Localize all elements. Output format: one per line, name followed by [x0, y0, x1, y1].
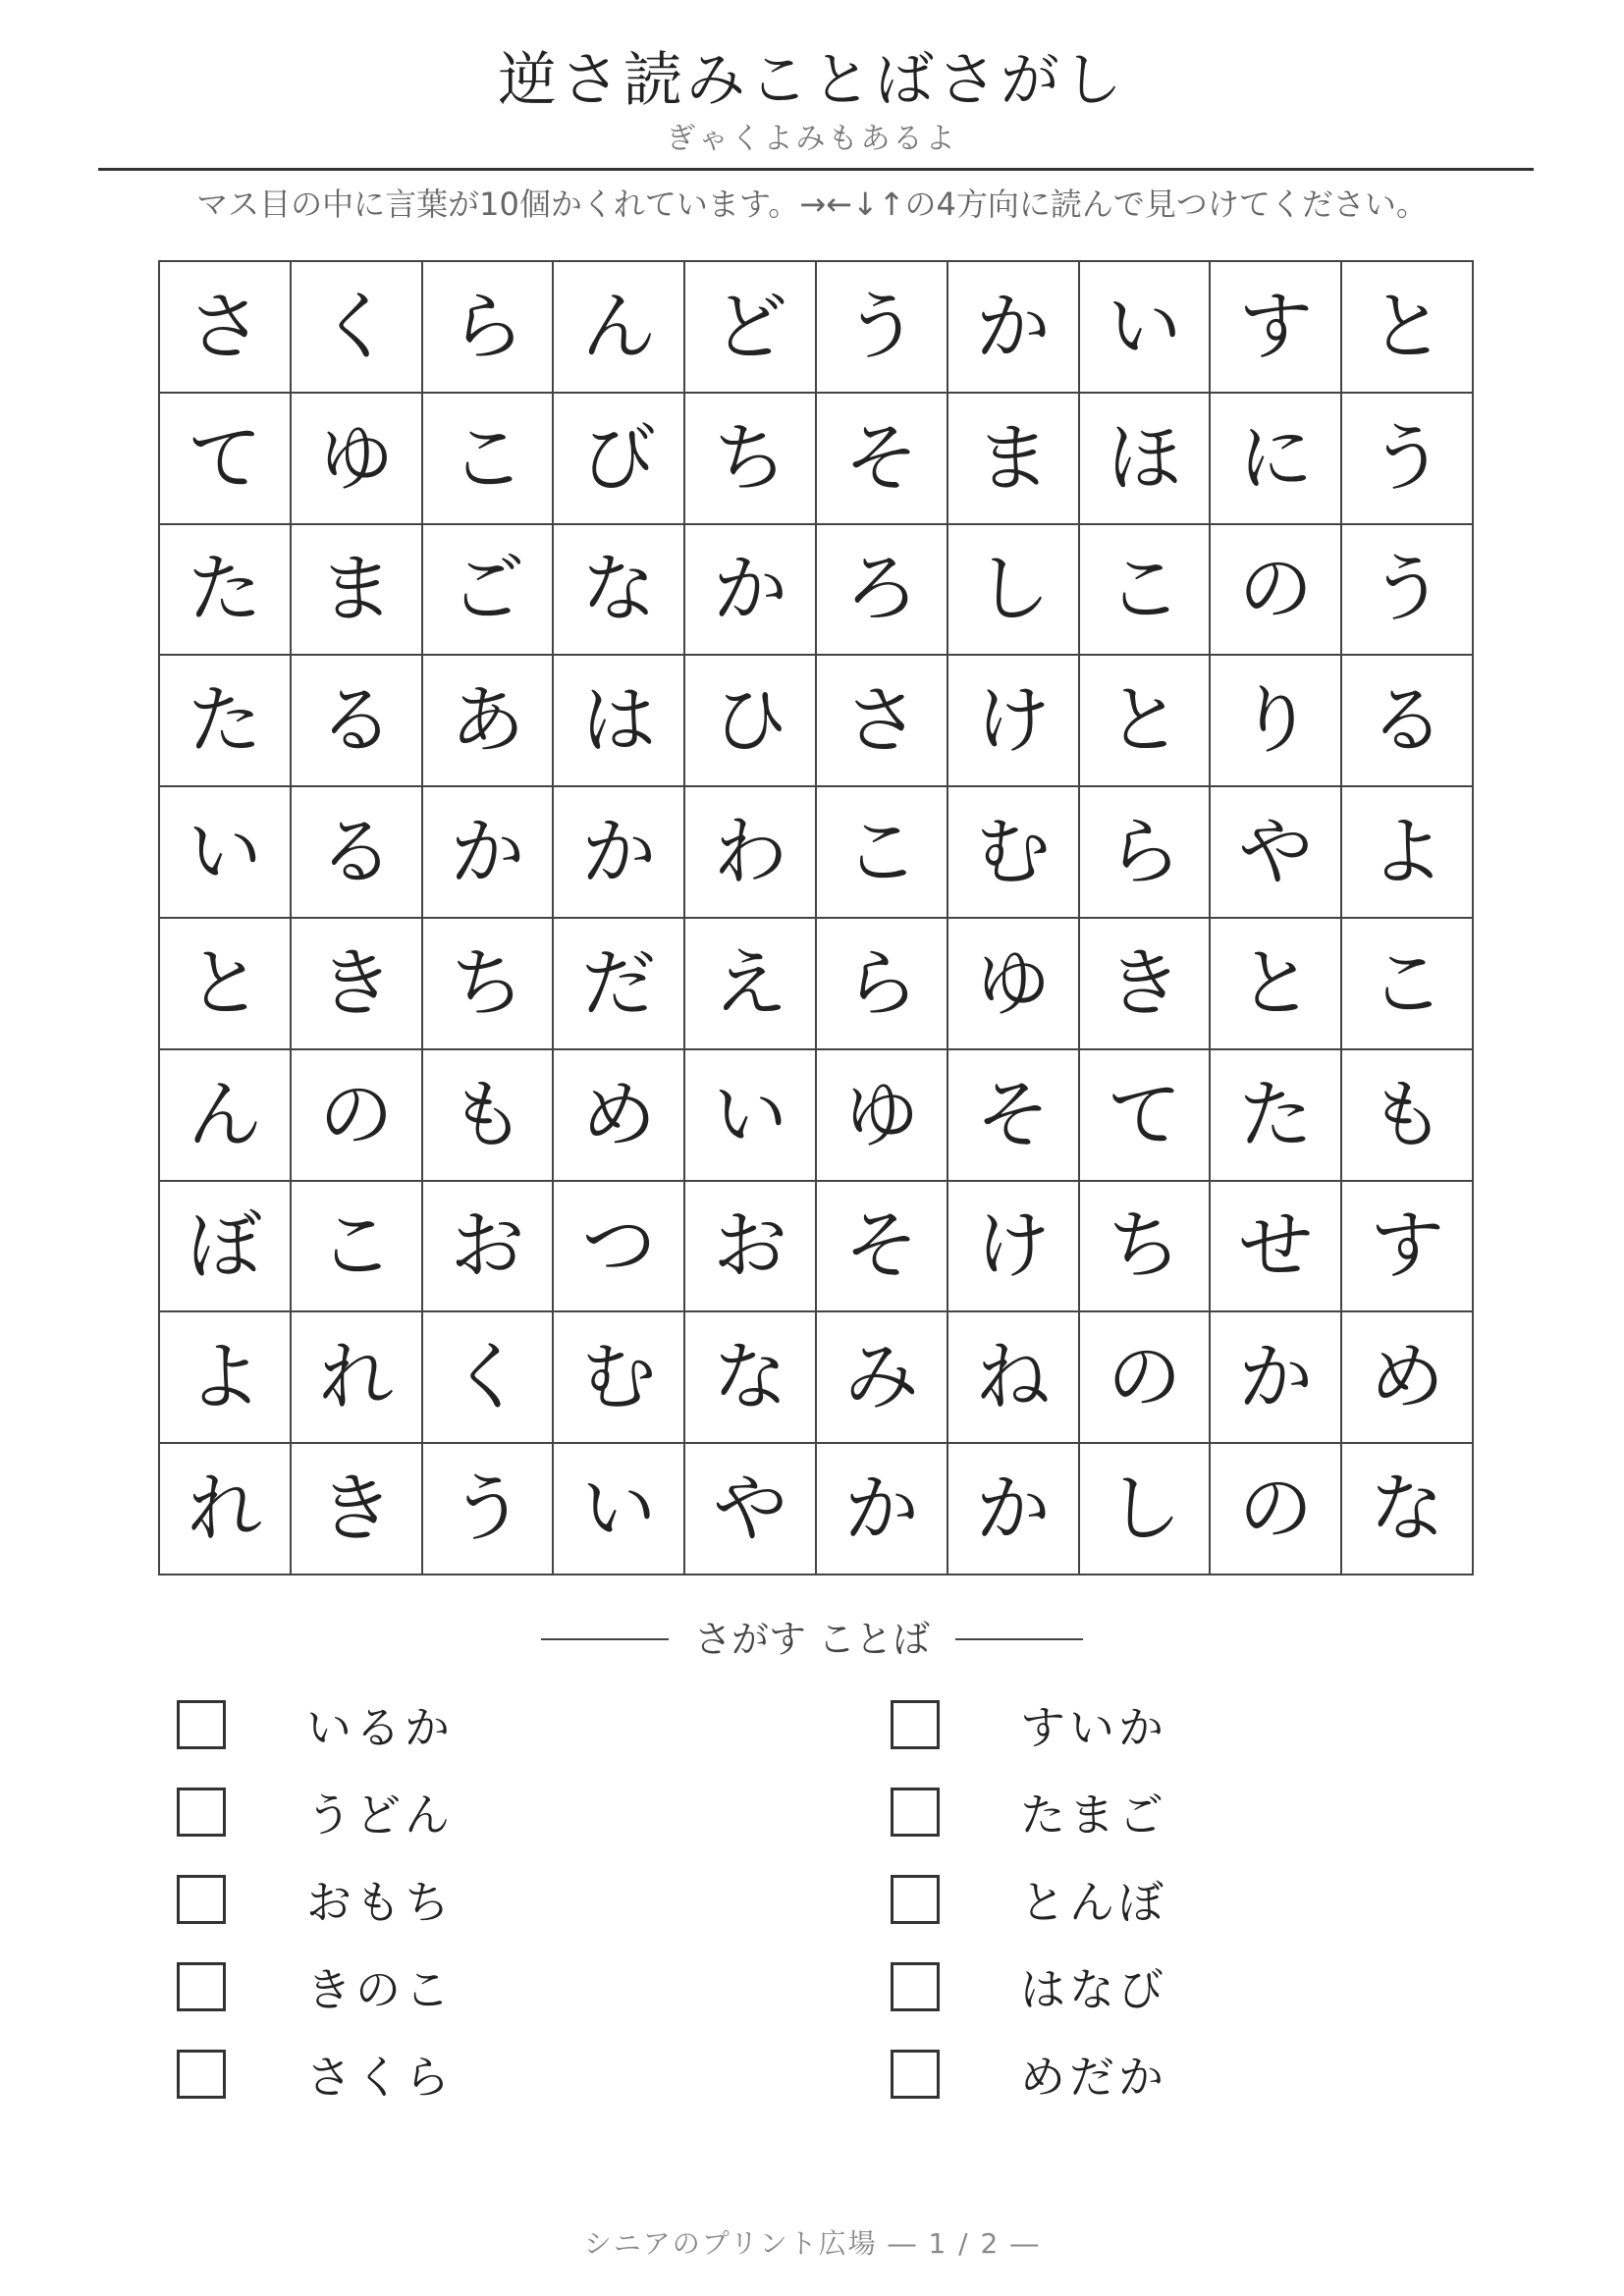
grid-cell[interactable]: て	[1080, 1050, 1212, 1182]
grid-cell[interactable]: の	[1211, 525, 1342, 657]
grid-cell[interactable]: い	[685, 1050, 817, 1182]
grid-cell[interactable]: ち	[685, 394, 817, 525]
grid-cell[interactable]: ゆ	[817, 1050, 948, 1182]
grid-cell[interactable]: か	[1211, 1312, 1342, 1444]
heading-dash-right	[955, 1638, 1083, 1640]
word-label: はなび	[1020, 1963, 1167, 2016]
word-item	[177, 2045, 454, 2104]
word-label: たまご	[1020, 1789, 1167, 1842]
grid-cell[interactable]: ち	[423, 919, 555, 1050]
grid-cell[interactable]: お	[423, 1182, 555, 1313]
word-item	[891, 1695, 1167, 1754]
word-checkbox[interactable]	[891, 1700, 940, 1749]
grid-cell[interactable]: れ	[160, 1444, 292, 1575]
grid-cell[interactable]: う	[1342, 394, 1474, 525]
word-label: おもち	[306, 1876, 454, 1929]
word-item	[891, 2045, 1167, 2104]
grid-cell[interactable]: か	[685, 525, 817, 657]
word-checkbox[interactable]	[891, 2050, 940, 2099]
page-subtitle: ぎゃくよみもあるよ	[666, 122, 958, 156]
grid-cell[interactable]: た	[160, 525, 292, 657]
grid-cell[interactable]: む	[554, 1312, 685, 1444]
grid-cell[interactable]: う	[817, 262, 948, 394]
grid-cell[interactable]: こ	[1080, 525, 1212, 657]
grid-cell[interactable]: と	[160, 919, 292, 1050]
page-title: 逆さ読みことばさがし	[498, 46, 1126, 115]
word-list-heading	[0, 1615, 1624, 1664]
word-checkbox[interactable]	[177, 1700, 226, 1749]
grid-cell[interactable]: く	[292, 262, 423, 394]
word-item	[177, 1870, 454, 1929]
word-label: うどん	[306, 1789, 454, 1842]
grid-cell[interactable]: け	[948, 656, 1080, 787]
grid-cell[interactable]: け	[948, 1182, 1080, 1313]
grid-cell[interactable]: ろ	[817, 525, 948, 657]
grid-cell[interactable]: ま	[292, 525, 423, 657]
grid-cell[interactable]: る	[292, 656, 423, 787]
grid-cell[interactable]: う	[423, 1444, 555, 1575]
grid-cell[interactable]: な	[685, 1312, 817, 1444]
word-checkbox[interactable]	[177, 1875, 226, 1924]
grid-cell[interactable]: す	[1211, 262, 1342, 394]
grid-cell[interactable]: つ	[554, 1182, 685, 1313]
grid-cell[interactable]: む	[948, 787, 1080, 919]
word-checkbox[interactable]	[177, 1962, 226, 2011]
grid-cell[interactable]: も	[1342, 1050, 1474, 1182]
grid-cell[interactable]: ほ	[1080, 394, 1212, 525]
word-label: さくら	[306, 2051, 454, 2104]
grid-cell[interactable]: ん	[554, 262, 685, 394]
grid-cell[interactable]: か	[554, 787, 685, 919]
grid-cell[interactable]: そ	[817, 1182, 948, 1313]
grid-cell[interactable]: と	[1211, 919, 1342, 1050]
grid-cell[interactable]: め	[1342, 1312, 1474, 1444]
grid-cell[interactable]: す	[1342, 1182, 1474, 1313]
word-item	[891, 1957, 1167, 2016]
grid-cell[interactable]: く	[423, 1312, 555, 1444]
word-item	[891, 1783, 1167, 1842]
word-item	[177, 1783, 454, 1842]
grid-cell[interactable]: あ	[423, 656, 555, 787]
grid-cell[interactable]: し	[1080, 1444, 1212, 1575]
grid-cell[interactable]: い	[1080, 262, 1212, 394]
grid-cell[interactable]: か	[817, 1444, 948, 1575]
grid-cell[interactable]: か	[948, 262, 1080, 394]
grid-cell[interactable]: う	[1342, 525, 1474, 657]
grid-cell[interactable]: そ	[817, 394, 948, 525]
word-item	[891, 1870, 1167, 1929]
page-footer: シニアのプリント広場 ― 1 / 2 ―	[583, 2227, 1041, 2260]
grid-cell[interactable]: ら	[817, 919, 948, 1050]
grid-cell[interactable]: れ	[292, 1312, 423, 1444]
grid-cell[interactable]: い	[554, 1444, 685, 1575]
word-label: いるか	[306, 1701, 454, 1754]
grid-cell[interactable]: ん	[160, 1050, 292, 1182]
grid-cell[interactable]: ち	[1080, 1182, 1212, 1313]
grid-cell[interactable]: き	[1080, 919, 1212, 1050]
word-item	[177, 1957, 454, 2016]
grid-cell[interactable]: ね	[948, 1312, 1080, 1444]
word-label: とんぼ	[1020, 1876, 1167, 1929]
grid-cell[interactable]: お	[685, 1182, 817, 1313]
grid-cell[interactable]: は	[554, 656, 685, 787]
grid-cell[interactable]: や	[1211, 787, 1342, 919]
word-checkbox[interactable]	[177, 2050, 226, 2099]
grid-cell[interactable]: た	[1211, 1050, 1342, 1182]
grid-cell[interactable]: ぼ	[160, 1182, 292, 1313]
grid-cell[interactable]: こ	[292, 1182, 423, 1313]
grid-cell[interactable]: こ	[423, 394, 555, 525]
grid-cell[interactable]: ゆ	[292, 394, 423, 525]
grid-cell[interactable]: る	[292, 787, 423, 919]
word-label: すいか	[1020, 1701, 1167, 1754]
instruction-text: マス目の中に言葉が10個かくれています。→←↓↑の4方向に読んで見つけてください。	[196, 186, 1428, 223]
grid-cell[interactable]: さ	[817, 656, 948, 787]
grid-cell[interactable]: わ	[685, 787, 817, 919]
grid-cell[interactable]: え	[685, 919, 817, 1050]
letter-grid	[158, 260, 1474, 1575]
word-checkbox[interactable]	[891, 1788, 940, 1837]
grid-cell[interactable]: こ	[817, 787, 948, 919]
grid-cell[interactable]: ど	[685, 262, 817, 394]
grid-cell[interactable]: ら	[1080, 787, 1212, 919]
word-label: きのこ	[306, 1963, 454, 2016]
grid-cell[interactable]: ら	[423, 262, 555, 394]
grid-cell[interactable]: よ	[1342, 787, 1474, 919]
grid-cell[interactable]: ま	[948, 394, 1080, 525]
grid-cell[interactable]: ひ	[685, 656, 817, 787]
grid-cell[interactable]: と	[1342, 262, 1474, 394]
grid-cell[interactable]: し	[948, 525, 1080, 657]
grid-cell[interactable]: な	[554, 525, 685, 657]
grid-cell[interactable]: だ	[554, 919, 685, 1050]
grid-cell[interactable]: る	[1342, 656, 1474, 787]
grid-cell[interactable]: か	[423, 787, 555, 919]
grid-cell[interactable]: き	[292, 1444, 423, 1575]
grid-cell[interactable]: か	[948, 1444, 1080, 1575]
grid-cell[interactable]: び	[554, 394, 685, 525]
word-checkbox[interactable]	[177, 1788, 226, 1837]
grid-cell[interactable]: た	[160, 656, 292, 787]
word-label: めだか	[1020, 2051, 1167, 2104]
grid-cell[interactable]: よ	[160, 1312, 292, 1444]
grid-cell[interactable]: の	[292, 1050, 423, 1182]
title-divider	[98, 168, 1534, 171]
word-item	[177, 1695, 454, 1754]
grid-cell[interactable]: こ	[1342, 919, 1474, 1050]
word-list-heading-text: さがす ことば	[693, 1618, 931, 1661]
grid-cell[interactable]: と	[1080, 656, 1212, 787]
grid-cell[interactable]: さ	[160, 262, 292, 394]
grid-cell[interactable]: の	[1211, 1444, 1342, 1575]
grid-cell[interactable]: ご	[423, 525, 555, 657]
grid-cell[interactable]: も	[423, 1050, 555, 1182]
grid-cell[interactable]: そ	[948, 1050, 1080, 1182]
word-checkbox[interactable]	[891, 1875, 940, 1924]
grid-cell[interactable]: な	[1342, 1444, 1474, 1575]
heading-dash-left	[541, 1638, 669, 1640]
grid-cell[interactable]: に	[1211, 394, 1342, 525]
grid-cell[interactable]: ゆ	[948, 919, 1080, 1050]
word-checkbox[interactable]	[891, 1962, 940, 2011]
grid-cell[interactable]: い	[160, 787, 292, 919]
grid-cell[interactable]: て	[160, 394, 292, 525]
grid-cell[interactable]: め	[554, 1050, 685, 1182]
grid-cell[interactable]: の	[1080, 1312, 1212, 1444]
grid-cell[interactable]: せ	[1211, 1182, 1342, 1313]
grid-cell[interactable]: や	[685, 1444, 817, 1575]
grid-cell[interactable]: み	[817, 1312, 948, 1444]
grid-cell[interactable]: き	[292, 919, 423, 1050]
grid-cell[interactable]: り	[1211, 656, 1342, 787]
